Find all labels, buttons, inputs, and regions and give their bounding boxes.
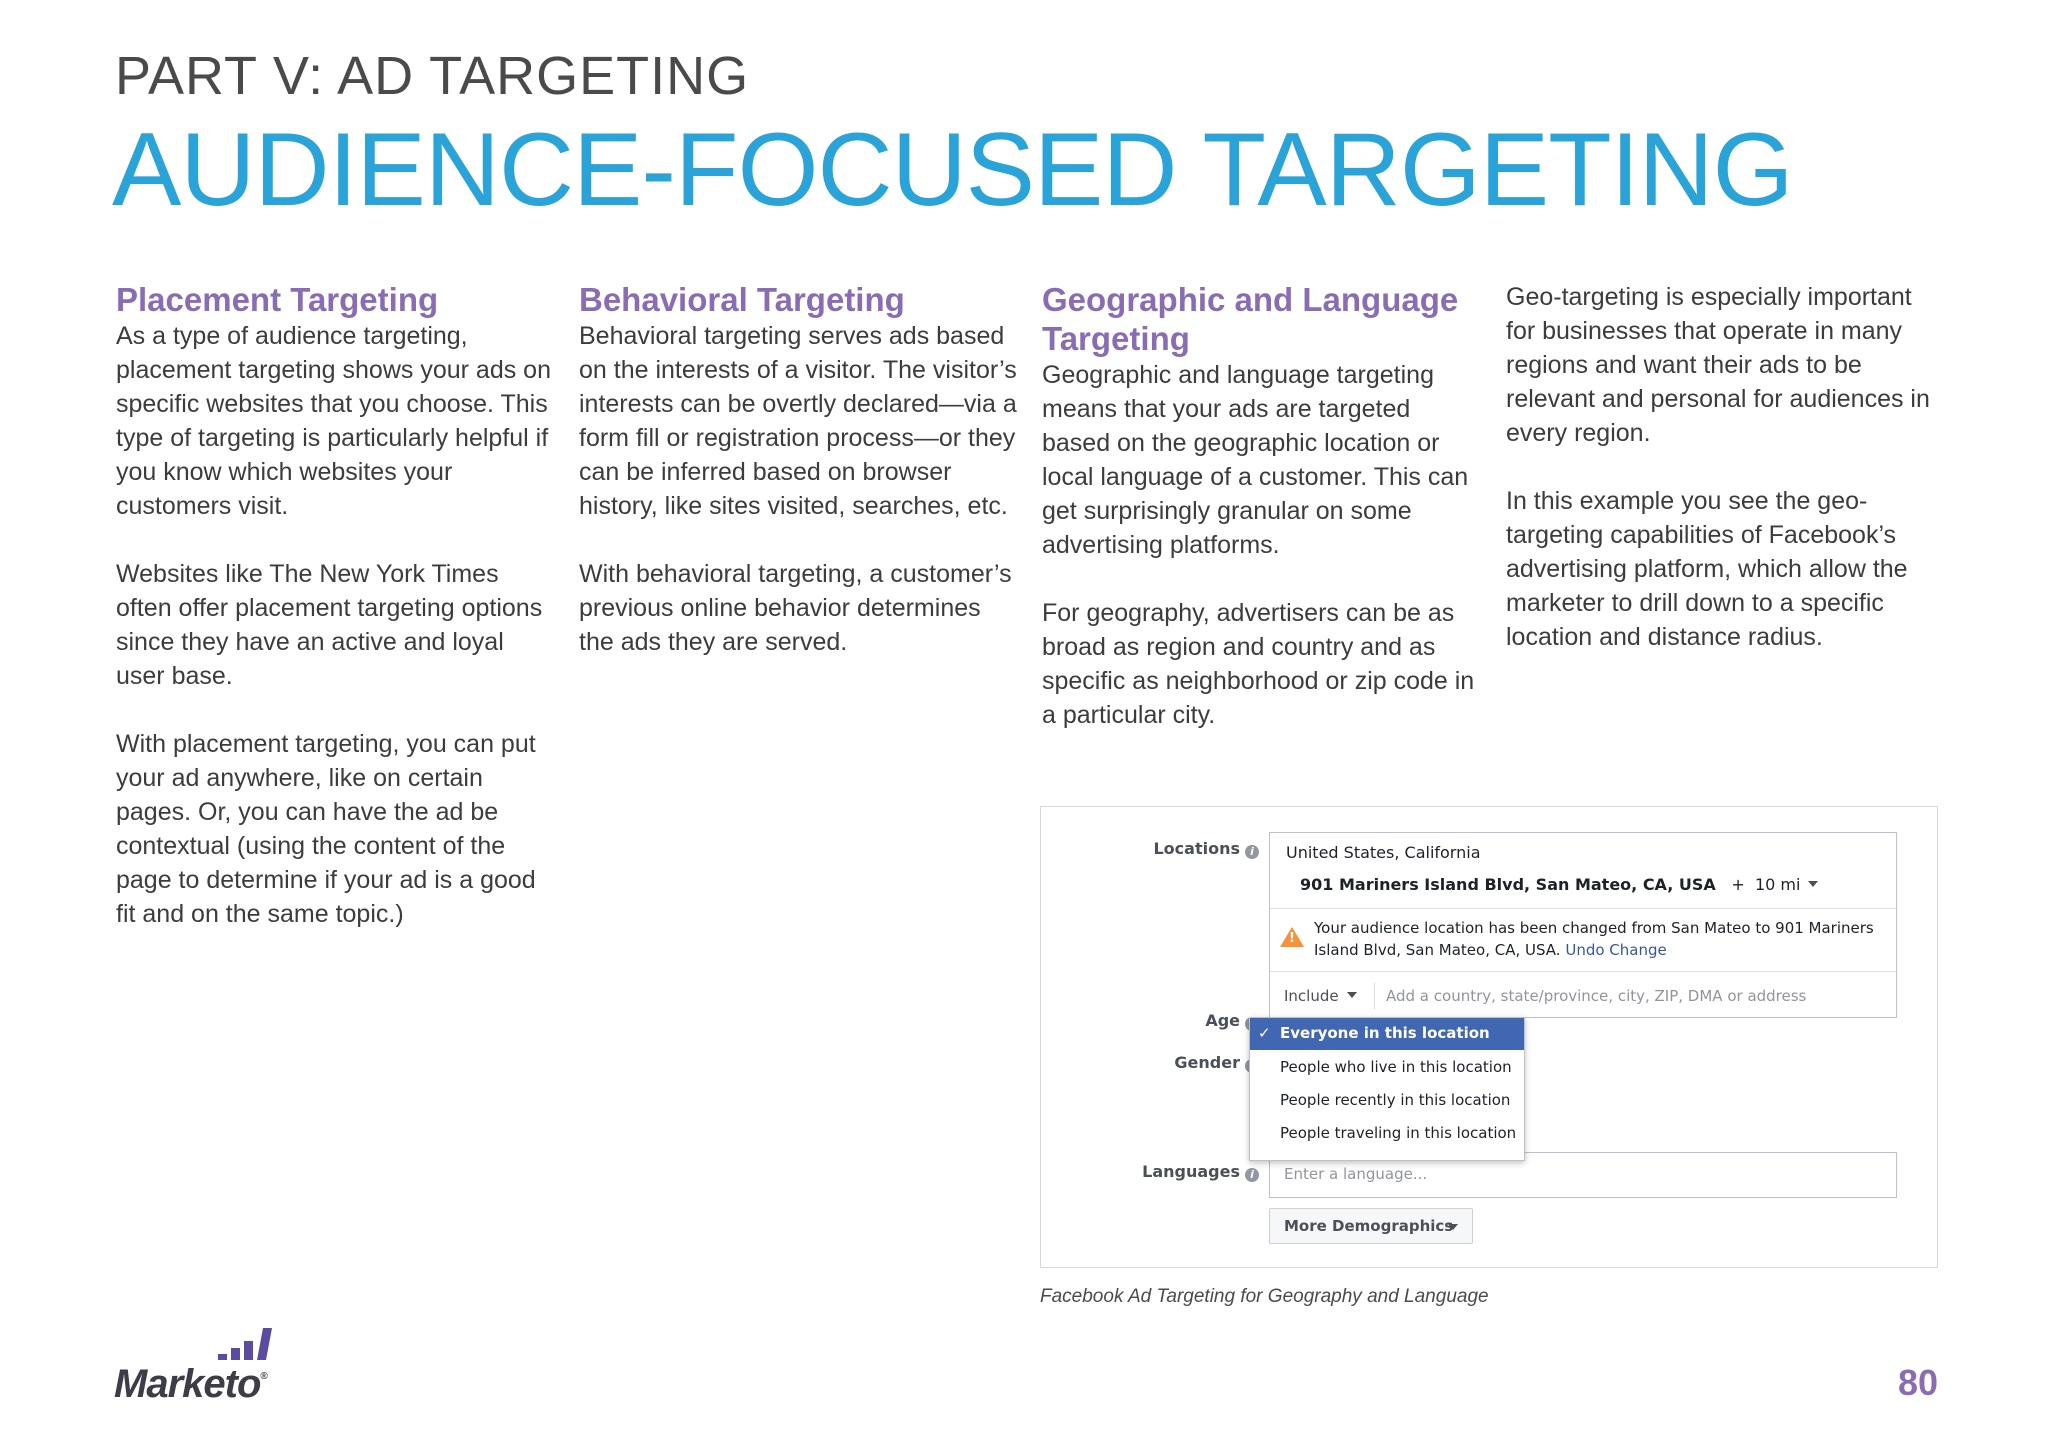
locations-field[interactable] [1269, 832, 1897, 1018]
column-behavioral [579, 280, 1019, 693]
divider [1270, 971, 1896, 972]
marketo-logo [114, 1328, 284, 1404]
registered-mark: ® [260, 1371, 267, 1382]
paragraph: Behavioral targeting serves ads based on the interests of a visitor. The visitor’s interests can be overtly declared—via a form fill or registration process—or they can be inferred based on browser history, like sites visited, searches, etc. [579, 322, 1017, 520]
chevron-down-icon [1347, 992, 1357, 998]
logo-wordmark: Marketo [114, 1362, 261, 1406]
dropdown-option-selected[interactable]: ✓ Everyone in this location [1250, 1018, 1524, 1050]
chevron-down-icon [1448, 1224, 1458, 1230]
warning-icon: ! [1280, 927, 1304, 947]
languages-label: Languages i [1142, 1162, 1259, 1182]
info-icon: i [1245, 1168, 1259, 1182]
language-input[interactable]: Enter a language... [1269, 1152, 1897, 1198]
page-title: AUDIENCE-FOCUSED TARGETING [112, 112, 1793, 228]
radius-selector[interactable]: + 10 mi [1731, 875, 1818, 894]
warning-message: Your audience location has been changed from San Mateo to 901 Mariners Island Blvd, San Mateo, CA, USA. Undo Change [1314, 919, 1874, 959]
location-address: 901 Mariners Island Blvd, San Mateo, CA, USA + 10 mi [1300, 875, 1818, 894]
facebook-targeting-screenshot [1040, 806, 1938, 1268]
heading-geographic: Geographic and Language Targeting [1042, 281, 1459, 357]
paragraph: With behavioral targeting, a customer’s previous online behavior determines the ads they are served. [579, 560, 1012, 656]
paragraph: As a type of audience targeting, placement targeting shows your ads on specific websites that you choose. This type of targeting is particularly helpful if you know which websites your customers visit. [116, 322, 551, 520]
location-header: United States, California [1286, 843, 1481, 862]
heading-placement: Placement Targeting [116, 281, 439, 318]
paragraph: Geo-targeting is especially important for businesses that operate in many regions and want their ads to be relevant and personal for audiences in every region. [1506, 283, 1930, 447]
divider [1374, 983, 1375, 1009]
more-demographics-button[interactable]: More Demographics [1269, 1208, 1473, 1244]
part-title: PART V: AD TARGETING [115, 46, 750, 106]
include-dropdown[interactable]: Include [1284, 987, 1357, 1005]
chevron-down-icon [1808, 881, 1818, 887]
column-geo-continued [1506, 280, 1946, 688]
page-number: 80 [1898, 1362, 1939, 1403]
column-placement [116, 280, 556, 965]
figure-caption: Facebook Ad Targeting for Geography and Language [1040, 1286, 1489, 1307]
dropdown-option[interactable]: People recently in this location [1280, 1091, 1511, 1109]
check-icon: ✓ [1258, 1024, 1271, 1042]
age-label: Age [1205, 1011, 1259, 1031]
location-type-dropdown[interactable] [1249, 1017, 1525, 1161]
gender-label: Gender [1174, 1053, 1259, 1073]
location-search-input[interactable]: Add a country, state/province, city, ZIP, DMA or address [1386, 987, 1807, 1005]
paragraph: For geography, advertisers can be as broad as region and country and as specific as neighborhood or zip code in a particular city. [1042, 599, 1475, 729]
locations-label: Locations i [1153, 839, 1259, 859]
divider [1270, 908, 1896, 909]
dropdown-option[interactable]: People traveling in this location [1280, 1124, 1517, 1142]
paragraph: Websites like The New York Times often offer placement targeting options since they have an active and loyal user base. [116, 560, 543, 690]
column-geographic [1042, 280, 1482, 766]
paragraph: With placement targeting, you can put your ad anywhere, like on certain pages. Or, you can have the ad be contextual (using the content of the page to determine if your ad is a good fit and on the same topic.) [116, 730, 536, 928]
paragraph: In this example you see the geo-targeting capabilities of Facebook’s advertising platform, which allow the marketer to drill down to a specific location and distance radius. [1506, 487, 1908, 651]
info-icon: i [1245, 845, 1259, 859]
heading-behavioral: Behavioral Targeting [579, 281, 905, 318]
dropdown-option[interactable]: People who live in this location [1280, 1058, 1512, 1076]
paragraph: Geographic and language targeting means that your ads are targeted based on the geographic location or local language of a customer. This can get surprisingly granular on some advertising platforms. [1042, 361, 1469, 559]
signal-bars-icon [218, 1328, 278, 1364]
undo-change-link[interactable]: Undo Change [1565, 941, 1667, 959]
